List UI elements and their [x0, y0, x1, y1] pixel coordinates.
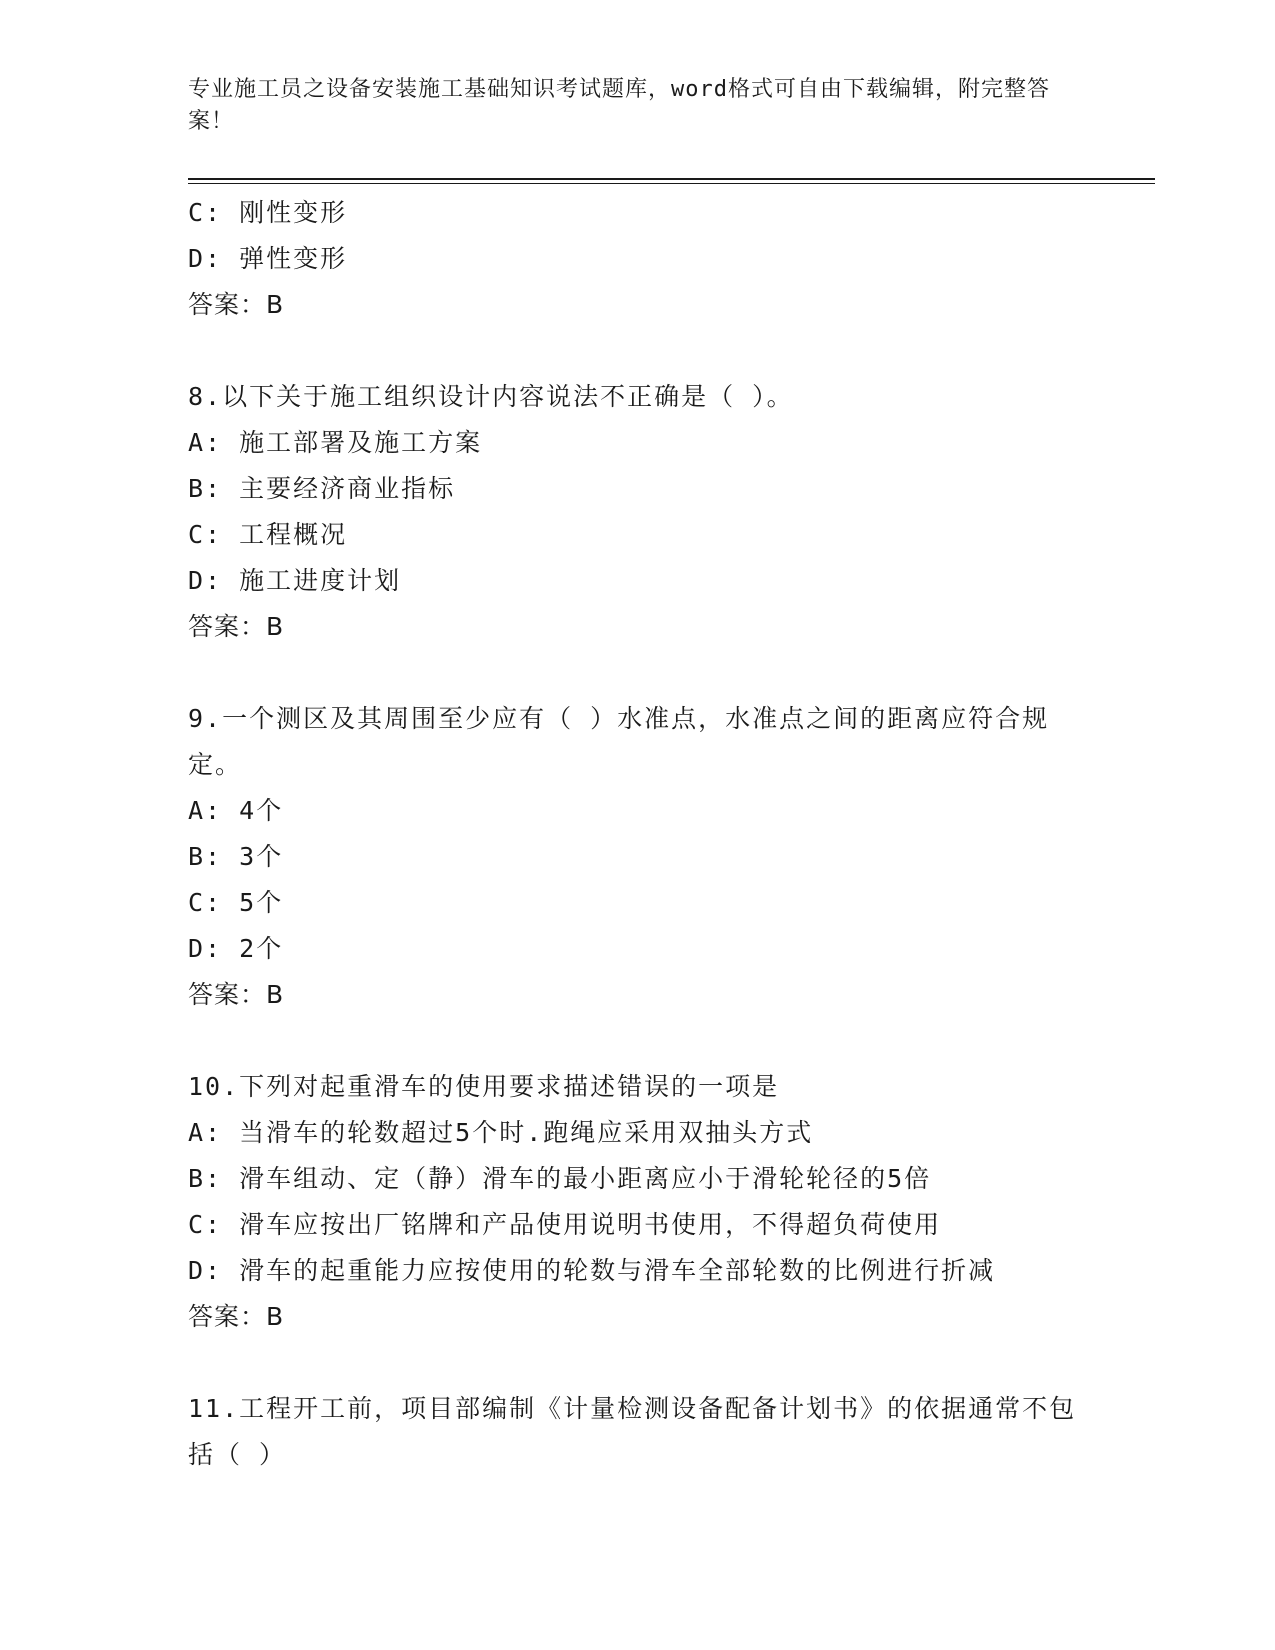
- option-c: C: 5个: [188, 888, 284, 917]
- option-d: D: 弹性变形: [188, 244, 348, 273]
- option-b: B: 主要经济商业指标: [188, 474, 456, 503]
- page-header: [188, 74, 1068, 138]
- question-stem: 10.下列对起重滑车的使用要求描述错误的一项是: [188, 1072, 780, 1101]
- option-c: C: 滑车应按出厂铭牌和产品使用说明书使用，不得超负荷使用: [188, 1210, 942, 1239]
- question-stem: 9.一个测区及其周围至少应有（ ）水准点，水准点之间的距离应符合规定。: [188, 704, 1050, 779]
- header-title: 专业施工员之设备安装施工基础知识考试题库，word格式可自由下载编辑，附完整答案！: [188, 77, 1050, 134]
- answer-line: 答案：B: [188, 290, 285, 319]
- option-a: A: 当滑车的轮数超过5个时.跑绳应采用双抽头方式: [188, 1118, 814, 1147]
- answer-line: 答案：B: [188, 1302, 285, 1331]
- option-c: C: 刚性变形: [188, 198, 348, 227]
- option-b: B: 滑车组动、定（静）滑车的最小距离应小于滑轮轮径的5倍: [188, 1164, 932, 1193]
- option-a: A: 4个: [188, 796, 284, 825]
- answer-line: 答案：B: [188, 612, 285, 641]
- question-9: [188, 696, 1088, 1018]
- option-d: D: 2个: [188, 934, 284, 963]
- option-b: B: 3个: [188, 842, 284, 871]
- question-10: [188, 1064, 1088, 1340]
- option-a: A: 施工部署及施工方案: [188, 428, 483, 457]
- option-c: C: 工程概况: [188, 520, 348, 549]
- spacer: [188, 650, 1088, 696]
- question-7-continuation: [188, 190, 1088, 328]
- spacer: [188, 328, 1088, 374]
- question-stem: 11.工程开工前，项目部编制《计量检测设备配备计划书》的依据通常不包括（ ）: [188, 1394, 1077, 1469]
- spacer: [188, 1018, 1088, 1064]
- question-8: [188, 374, 1088, 650]
- question-list: [188, 190, 1088, 1478]
- header-rule-thick: [188, 178, 1155, 180]
- option-d: D: 施工进度计划: [188, 566, 402, 595]
- question-stem: 8.以下关于施工组织设计内容说法不正确是（ ）。: [188, 382, 794, 411]
- question-11: [188, 1386, 1088, 1478]
- answer-line: 答案：B: [188, 980, 285, 1009]
- header-rule-thin: [188, 183, 1155, 184]
- option-d: D: 滑车的起重能力应按使用的轮数与滑车全部轮数的比例进行折减: [188, 1256, 996, 1285]
- spacer: [188, 1340, 1088, 1386]
